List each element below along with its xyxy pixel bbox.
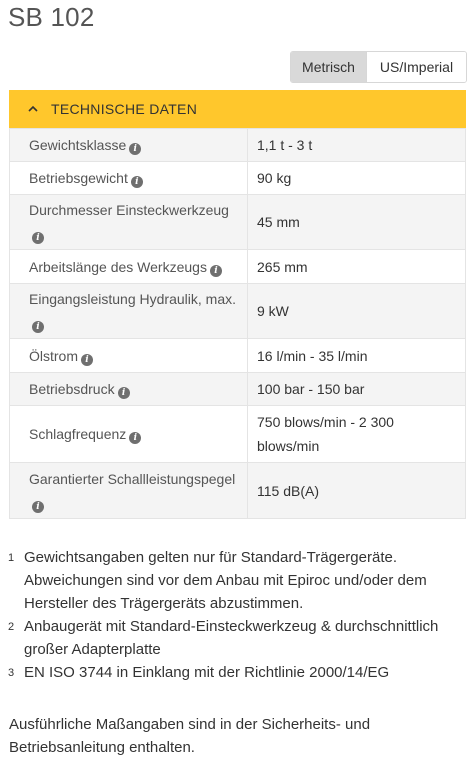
spec-label: Garantierter Schallleistungspegel xyxy=(29,470,236,487)
spec-value: 1,1 t - 3 t xyxy=(248,129,466,162)
spec-label: Eingangsleistung Hydraulik, max. xyxy=(29,291,236,307)
spec-table xyxy=(9,128,466,519)
spec-row xyxy=(10,284,466,339)
spec-value: 45 mm xyxy=(248,195,466,250)
metric-unit-button[interactable]: Metrisch xyxy=(291,52,366,82)
spec-value: 750 blows/min - 2 300 blows/min xyxy=(248,406,466,463)
unit-toggle xyxy=(290,51,467,83)
info-icon[interactable]: i xyxy=(131,176,143,188)
spec-label: Gewichtsklasse xyxy=(29,137,127,153)
spec-label: Schlagfrequenz xyxy=(29,426,127,442)
spec-label: Durchmesser Einsteckwerkzeug xyxy=(29,202,229,218)
spec-row xyxy=(10,463,466,519)
footnote-number: 3 xyxy=(8,667,15,679)
imperial-unit-button[interactable]: US/Imperial xyxy=(366,52,466,82)
info-icon[interactable]: i xyxy=(118,387,130,399)
info-icon[interactable]: i xyxy=(210,265,222,277)
footnote-text: Anbaugerät mit Standard-Einsteckwerkzeug & durchschnittlich großer Adapterplatte xyxy=(24,618,439,658)
info-icon[interactable]: i xyxy=(129,432,141,444)
spec-value: 115 dB(A) xyxy=(248,463,466,519)
info-icon[interactable]: i xyxy=(129,143,141,155)
spec-row xyxy=(10,373,466,406)
info-icon[interactable]: i xyxy=(32,321,44,333)
footnote-item xyxy=(8,546,468,615)
spec-row xyxy=(10,339,466,373)
footnote-text: Gewichtsangaben gelten nur für Standard-Trägergeräte. Abweichungen sind vor dem Anbau mit Epiroc und/oder dem Hersteller des Trägergeräts abzustimmen. xyxy=(24,549,427,612)
footnote-text: EN ISO 3744 in Einklang mit der Richtlinie 2000/14/EG xyxy=(24,664,390,681)
spec-label: Betriebsdruck xyxy=(29,381,115,397)
manual-note: Ausführliche Maßangaben sind in der Sicherheits- und Betriebsanleitung enthalten. xyxy=(9,716,371,756)
spec-row xyxy=(10,406,466,463)
footnote-number: 2 xyxy=(8,621,15,633)
info-icon[interactable]: i xyxy=(32,501,44,513)
spec-label: Ölstrom xyxy=(29,347,78,364)
spec-value: 265 mm xyxy=(248,250,466,284)
footnote-item xyxy=(8,661,468,685)
spec-row xyxy=(10,129,466,162)
spec-row xyxy=(10,250,466,284)
chevron-up-icon xyxy=(27,103,39,115)
spec-value: 90 kg xyxy=(248,162,466,195)
info-icon[interactable]: i xyxy=(81,354,93,366)
spec-row xyxy=(10,162,466,195)
spec-value: 100 bar - 150 bar xyxy=(248,373,466,406)
spec-value: 16 l/min - 35 l/min xyxy=(248,339,466,373)
technical-data-accordion-header[interactable] xyxy=(9,90,466,128)
page-title: SB 102 xyxy=(8,2,95,32)
footnote-item xyxy=(8,615,468,661)
spec-label: Betriebsgewicht xyxy=(29,170,128,186)
spec-value: 9 kW xyxy=(248,284,466,339)
footnote-number: 1 xyxy=(8,552,15,564)
spec-label: Arbeitslänge des Werkzeugs xyxy=(29,258,207,275)
technical-data-title: TECHNISCHE DATEN xyxy=(51,101,198,117)
spec-row xyxy=(10,195,466,250)
info-icon[interactable]: i xyxy=(32,232,44,244)
footnote-list xyxy=(8,546,468,685)
